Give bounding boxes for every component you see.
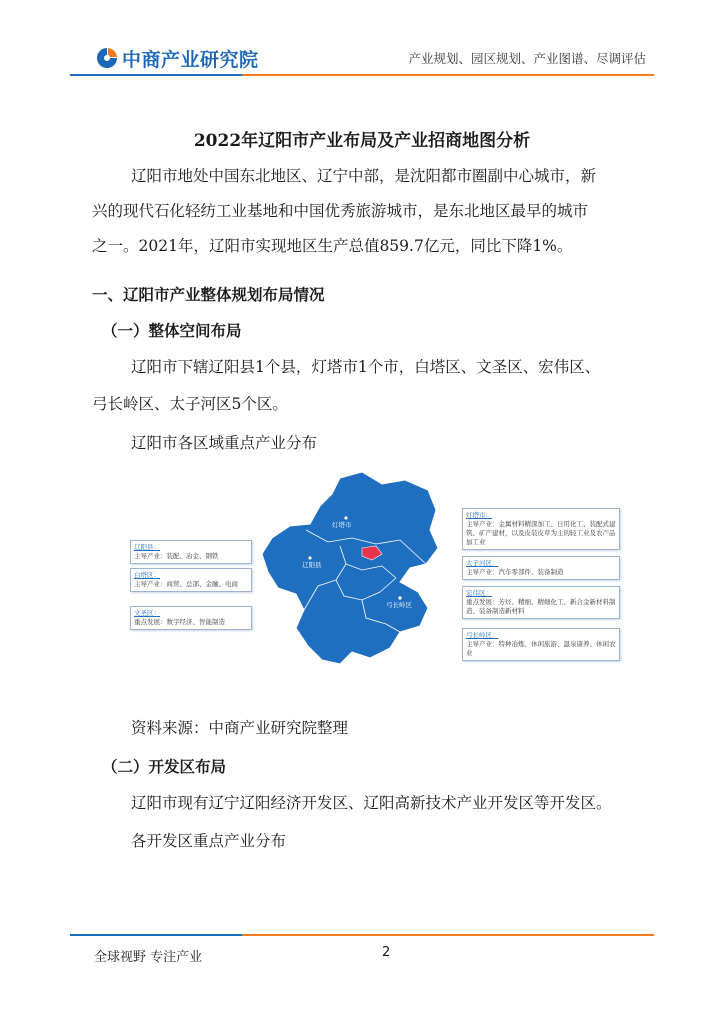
- callout-gongchangling: 弓长岭区： 主导产业：特种冶炼、休闲旅游、温泉康养、休闲农业: [462, 628, 620, 661]
- footer-divider-blue: [70, 934, 242, 936]
- callout-baita: 白塔区： 主导产业：商贸、总部、金融、电商: [130, 568, 252, 592]
- map-label-liaoyang-county: 辽阳县: [302, 561, 322, 569]
- logo-icon: [95, 46, 119, 70]
- liaoyang-industry-map: [100, 468, 640, 703]
- map-label-gongchangling: 弓长岭区: [386, 601, 412, 609]
- callout-taizihe: 太子河区： 主导产业：汽车零部件、装备制造: [462, 556, 620, 580]
- logo-text: 中商产业研究院: [122, 48, 259, 71]
- callout-hongwei: 宏伟区： 重点发展：芳烃、精细、精细化工、新合金新材料制造、装备制造新材料: [462, 586, 620, 619]
- section-heading: 一、辽阳市产业整体规划布局情况: [92, 286, 325, 304]
- subsection-heading: （二）开发区布局: [102, 758, 227, 776]
- header-divider-orange: [242, 74, 654, 76]
- map-caption: 辽阳市各区域重点产业分布: [131, 434, 318, 452]
- map-label-dengta: 灯塔市: [332, 521, 352, 529]
- header-divider-blue: [70, 74, 242, 76]
- callout-wensheng: 文圣区： 重点发展：数字经济、智能制造: [130, 606, 252, 630]
- body-line: 弓长岭区、太子河区5个区。: [92, 395, 288, 413]
- callout-liaoyang-county: 辽阳县： 主导产业：装配、冶金、钢铁: [130, 540, 252, 564]
- figure-caption: 各开发区重点产业分布: [131, 832, 287, 850]
- map-region-outline: [262, 472, 438, 664]
- intro-line: 兴的现代石化轻纺工业基地和中国优秀旅游城市，是东北地区最早的城市: [92, 202, 589, 220]
- callout-dengta: 灯塔市： 主导产业：金属材料精深加工、日用化工、装配式建筑、矿产建材，以及皮装皮草为主的轻工业及农产品加工业: [462, 508, 620, 550]
- intro-line: 辽阳市地处中国东北地区、辽宁中部，是沈阳都市圈副中心城市，新: [131, 167, 597, 185]
- page-title: 2022年辽阳市产业布局及产业招商地图分析: [193, 131, 531, 151]
- figure-source: 资料来源：中商产业研究院整理: [131, 719, 349, 737]
- body-line: 辽阳市下辖辽阳县1个县，灯塔市1个市，白塔区、文圣区、宏伟区、: [131, 358, 601, 376]
- footer-slogan: 全球视野 专注产业: [94, 950, 203, 965]
- subsection-heading: （一）整体空间布局: [102, 322, 242, 340]
- footer-divider-orange: [242, 934, 654, 936]
- header-services: 产业规划、园区规划、产业图谱、尽调评估: [408, 51, 646, 66]
- company-logo: [95, 44, 259, 72]
- body-line: 辽阳市现有辽宁辽阳经济开发区、辽阳高新技术产业开发区等开发区。: [131, 794, 612, 812]
- page-number: 2: [382, 945, 391, 960]
- intro-line: 之一。2021年，辽阳市实现地区生产总值859.7亿元，同比下降1%。: [92, 237, 573, 255]
